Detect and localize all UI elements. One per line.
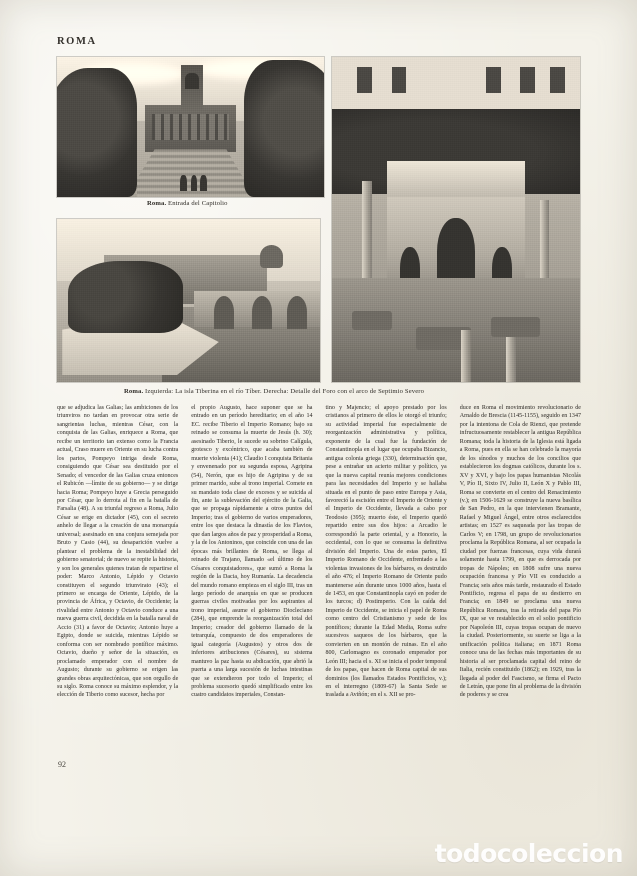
text-column-2 [191, 404, 312, 749]
body-text-columns [57, 404, 581, 749]
caption-tiberina [124, 388, 424, 395]
film-grain [57, 219, 320, 382]
text-column-3 [326, 404, 447, 749]
caption-capitolio [147, 200, 228, 207]
caption-lead: Roma. [124, 388, 144, 395]
caption-text: Izquierda: La isla Tiberina en el río Tíber. Derecha: Detalle del Foro con el arco de Septimio Severo [143, 388, 425, 395]
text-column-4 [460, 404, 581, 749]
text-column-1 [57, 404, 178, 749]
column-paragraph: duce en Roma el movimiento revolucionario de Arnaldo de Brescia (1145-1155), seguido en 1347 por la intentona de Cola de Rienzi, que pretende infructuosamente restablecer la antigua República Romana; toda la historia de la Iglesia está ligada a Roma, pues en ella se han celebrado la mayoría de los sínodos y muchos de los concilios que establecieron los dogmas católicos, durante los s. XV y XVI, y bajo los papas humanistas Nicolás V, Pío II, Sixto IV, Julio II, León X y Pablo III, Roma se convierte en el centro del Renacimiento (v.); en 1506-1629 se construye la nueva basílica de San Pedro, en la que intervienen Bramante, Rafael y Miguel Ángel, entre otros esclarecidos artistas; en 1527 es saqueada por las tropas de Carlos V; en 1798, un grupo de revolucionarios proclama la República Romana, al ser ocupada la ciudad por fuerzas francesas, cuya vida durará solamente hasta 1799, en que es derrocada por tropas de Nápoles; en 1808 sufre una nueva ocupación francesa y Pío VII es conducido a Francia; seis años más tarde, restaurado el Estado Pontificio, regresa el papa de su destierro en Francia; en 1849 se proclama una nueva República Romana, tras la retirada del papa Pío IX, que se ve restablecido en el solio pontificio por Napoleón III, cuyas tropas ocupan de nuevo la ciudad. Posteriormente, su suerte se liga a la unificación política italiana; en 1871 Roma conoce una de las fechas más importantes de su historia al ser proclamada capital del reino de Italia, recién constituido (1862); en 1929, tras la llegada al poder del Fascismo, se firma el Pacto de Letrán, que pone fin al problema de la división de poderes y se crea [459, 405, 581, 699]
tiber-island-photo [57, 219, 320, 382]
film-grain [57, 57, 324, 197]
todocoleccion-watermark: todocoleccion [434, 839, 623, 868]
column-paragraph: tino y Majencio; el apoyo prestado por los cristianos al primero de ellos le otorgó el triunfo; su actividad imperial fue especialmente de reorganización administrativa y política, exponente de la cual fue la fundación de Constantinopla en el lugar que ocupaba Bizancio, antigua colonia griega (330), determinación que, pese a entrañar un acierto militar y político, ya que la nueva capital reunía mejores condiciones para las necesidades del Imperio y se hallaba situada en el punto de paso entre Europa y Asia, favoreció la escisión entre el Imperio de Oriente y el Imperio de Occidente, llevada a cabo por Teodosio (395); muerto éste, el Imperio quedó repartido entre sus dos hijos: a Arcadio le correspondió la parte oriental, y a Honorio, la occidental, con lo que se consuma la definitiva división del Imperio. Una de estas partes, El Imperio Romano de Occidente, enfrentado a las violentas invasiones de los bárbaros, es destruido el año 476; el Imperio Romano de Oriente pudo mantenerse aún durante unos 1000 años, hasta el de 1453, en que Constantinopla cayó en poder de los turcos; d) Postimperio. Con la caída del Imperio de Occidente, se inicia el papel de Roma como centro del Cristianismo y sede de los pontífices; durante la Edad Media, Roma sufre sucesivos saqueos de los bárbaros, que la convierten en un montón de ruinas. En el año 800, Carlomagno es coronado emperador por León III; hacia el s. XI se inicia el poder temporal de los papas, que hacen de Roma capital de sus dominios (los llamados Estados Pontificios, v.); en el interregno (1809-67) la Santa Sede se traslada a Aviñón; en el s. XII se pro- [325, 405, 447, 699]
page-number: 92 [58, 760, 66, 769]
caption-lead: Roma. [147, 200, 167, 207]
running-head: ROMA [57, 36, 97, 47]
column-paragraph: el propio Augusto, hace suponer que se ha entrado en un período hereditario; en el año 14 EC. recibe Tiberio el Imperio Romano; bajo su reinado se consuma la muerte de Jesús (h. 30); asesinado Tiberio, le sucede su sobrino Calígula, grotesco y excéntrico, que acaba también de muerte violenta (41); Claudio I conquista Britania y envenenado por su segunda esposa, Agripina (54), Nerón, que es hijo de Agripina y de su primer marido, sube al trono imperial. Comete en su mandato toda clase de excesos y se suicida al fin, ante la sublevación del ejército de la Galia, que se propaga rápidamente a otros puntos del Imperio; tras el gobierno de varios emperadores, entre los que destaca la dinastía de los Flavios, que dan largos años de paz y prosperidad a Roma, y la de los Antoninos, que coincide con una de las épocas más brillantes de Roma, se llega al reinado de Trajano, llamado «el último de los Césares conquistadores», que sumó a Roma la región de la Dacia, hoy Rumanía. La decadencia del mundo romano empieza en el siglo III, tras un largo período de anarquía en que se producen guerras civiles motivadas por los aspirantes al trono imperial, asume el gobierno Diocleciano (284), que emprende la reorganización total del Imperio; creador del gobierno llamado de la tetrarquía, compuesto de dos emperadores de igual categoría (Augustos) y otros dos de inferiores atribuciones (Césares), su sistema mantuvo la paz hasta su abdicación, que abrió la puerta a una larga sucesión de luchas intestinas que se extendieron por todo el Imperio; el problema sucesorio quedó simplificado entre los cuatro candidatos imperiales, Constan- [191, 405, 313, 699]
column-paragraph: que se adjudica las Galias; las ambiciones de los triunviros no tardan en provocar otra serie de sangrientas luchas, mientras César, con la conquista de las Galias, enriquece a Roma, que recibe un territorio tan extenso como la Francia actual, Craso muere en Oriente en su lucha contra los partos, Pompeyo intriga desde Roma, consiguiendo que César sea destituido por el Senado; el vencedor de las Galias cruza entonces el Rubicón —límite de su gobierno— y se dirige hacia Roma; Pompeyo huye a Grecia perseguido por César, que lo derrota al fin en la batalla de Farsalia (48). A su triunfal regreso a Roma, Julio César se erige en dictador (45), con el secreto anhelo de llegar a la creación de una monarquía universal; asesinado en una conjura semejada por Bruto y Casio (44), su desaparición vuelve a plantear el problema de la inestabilidad del gobierno senatorial; de nuevo se repite la historia, y son los generales quienes tratan de repartirse el poder: Marco Antonio, Lépido y Octavio constituyen el segundo triunvirato (43); el primero se encarga de Oriente, Lépido, de la provincia de África, y Octavio, de Occidente; la rivalidad entre Antonio y Octavio conduce a una nueva guerra civil, decidida en la batalla naval de Accio (31) a favor de Octavio; Antonio huye a Egipto, donde se suicida, mientras Lépido se conforma con ser nombrado pontífice máximo. Octavio, dueño y señor de la situación, es proclamado emperador con el nombre de Augusto; durante su gobierno se erigen las grandes obras arquitectónicas, que son orgullo de su siglo. Roma conoce su máximo esplendor, y la elección de Tiberio como sucesor, hecha por [57, 405, 179, 699]
film-grain [332, 57, 580, 382]
caption-text: Entrada del Capitolio [166, 200, 228, 207]
capitoline-staircase-photo [57, 57, 324, 197]
roman-forum-arch-photo [332, 57, 580, 382]
